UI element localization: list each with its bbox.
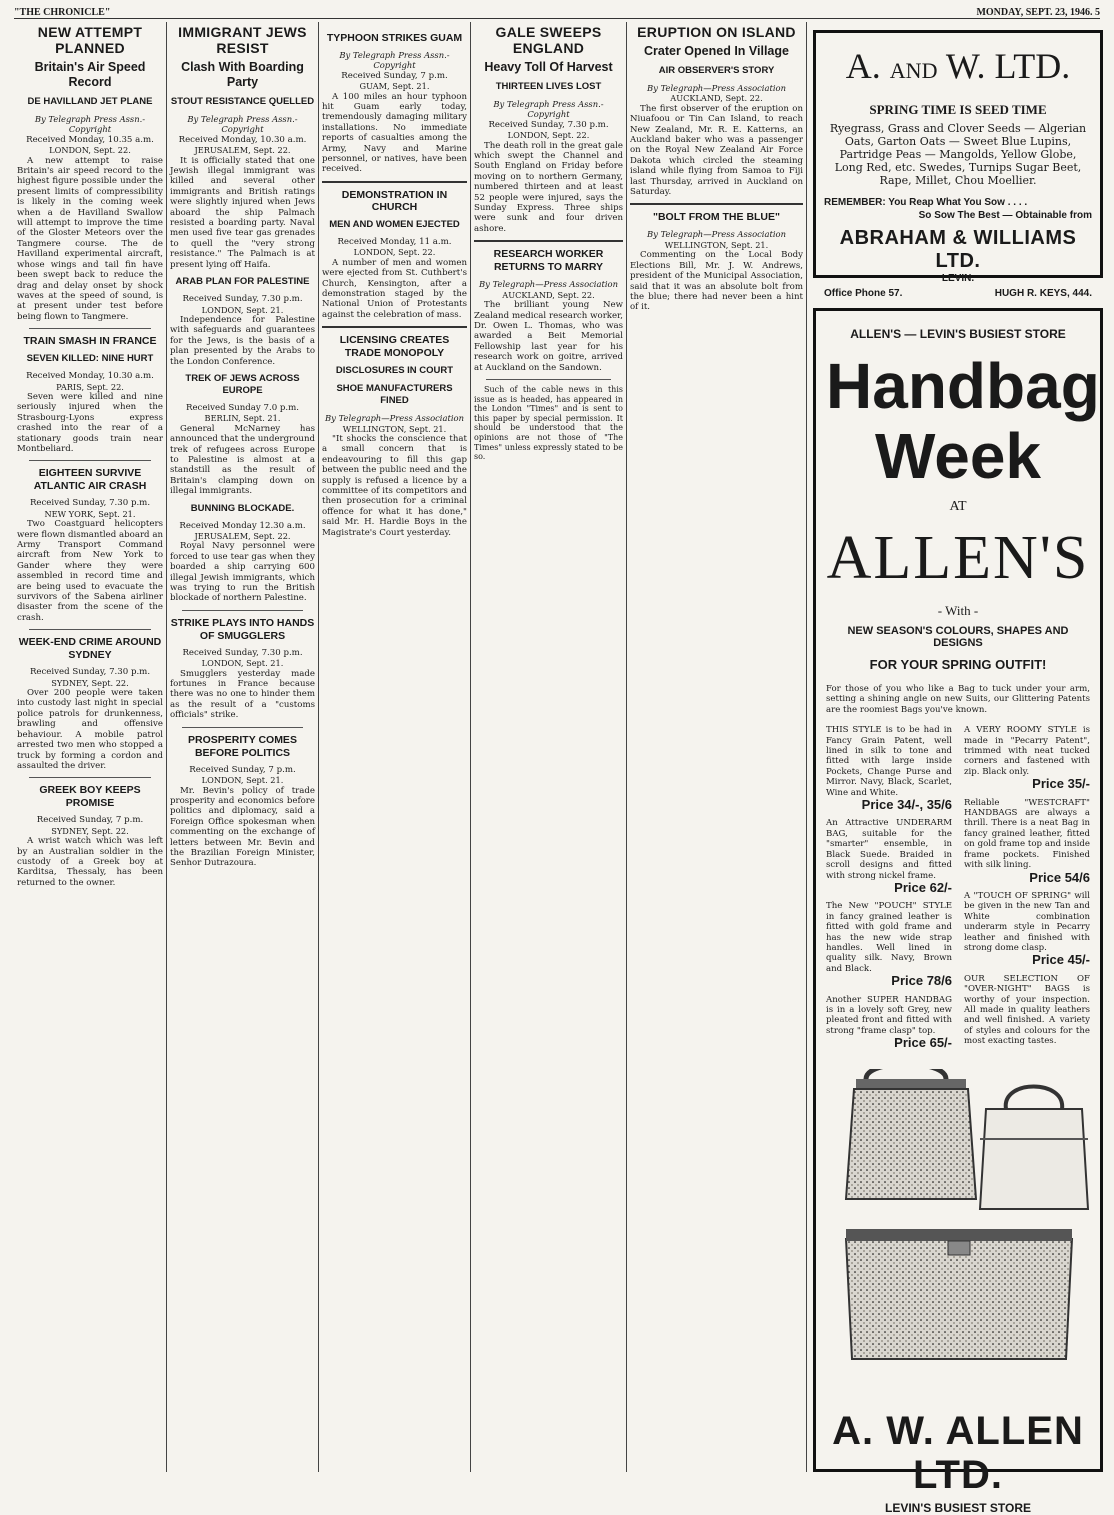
article-immigrant-jews (170, 24, 315, 270)
date-page: MONDAY, SEPT. 23, 1946. 5 (976, 7, 1100, 18)
article-body: Over 200 people were taken into custody last night in special police patrols for drunkenness, brawling and offensive behaviour. A mobile patrol arrested two men who stopped a truck by forming a cordon and assaulted the driver. (17, 688, 163, 771)
place-line: LONDON, Sept. 22. (49, 145, 131, 156)
column-2 (167, 22, 318, 1472)
masthead (14, 4, 1100, 19)
article-body: Independence for Palestine with safeguards and guarantees for the Jews, is the basis of a plan presented by the Arabs to the London Conference. (170, 314, 315, 367)
ad-remember: REMEMBER: You Reap What You Sow . . . . (824, 197, 1028, 208)
article-arab-plan (170, 276, 315, 367)
deck: STOUT RESISTANCE QUELLED (170, 96, 315, 107)
headline: IMMIGRANT JEWS RESIST (178, 24, 307, 56)
received-line: Received Sunday, 7 p.m. (341, 70, 448, 81)
article-trek-of-jews (170, 373, 315, 497)
ad-office-phone: Office Phone 57. (824, 288, 903, 299)
ad-sow: So Sow The Best — Obtainable from (918, 210, 1092, 221)
article-body: Mr. Bevin's policy of trade prosperity and economics before politics and diplomacy, said a Foreign Office spokesman when commenting on the exchange of letters between Mr. Bevin and the Brazilian Foreign Minister, Senhor Dutrazoura. (170, 785, 315, 869)
received-line: Received Sunday, 7 p.m. (189, 764, 296, 775)
place-line: WELLINGTON, Sept. 21. (342, 423, 447, 434)
place-line: BERLIN, Sept. 21. (204, 413, 281, 424)
article-body: A wrist watch which was left by an Australian soldier in the custody of a Greek boy at Karditsa, Thessaly, has been returned to the owner. (17, 836, 163, 888)
article-blockade (170, 503, 315, 604)
paper-name: "THE CHRONICLE" (14, 7, 111, 18)
ad-footer-firm: A. W. ALLEN LTD. (832, 1408, 1084, 1497)
place-line: SYDNEY, Sept. 22. (51, 677, 129, 688)
headline: TRAIN SMASH IN FRANCE (23, 335, 157, 348)
ad-spring-outfit: FOR YOUR SPRING OUTFIT! (869, 657, 1047, 672)
place-line: LONDON, Sept. 21. (201, 658, 284, 669)
article-gale-england (474, 24, 623, 234)
ad-town: LEVIN. (941, 273, 975, 284)
place-line: LONDON, Sept. 22. (353, 247, 436, 258)
ad-agent: HUGH R. KEYS, 444. (994, 288, 1092, 299)
headline: TYPHOON STRIKES GUAM (326, 32, 463, 44)
ad-new-season: NEW SEASON'S COLOURS, SHAPES AND DESIGNS (847, 625, 1069, 649)
byline: By Telegraph Press Assn.-Copyright (187, 114, 298, 135)
ad-with: - With - (937, 603, 979, 618)
subheadline: Heavy Toll Of Harvest (484, 60, 613, 74)
received-line: Received Monday, 10.30 a.m. (26, 371, 154, 382)
article-body: The brilliant young New Zealand medical research worker, Dr. Owen L. Thomas, who was awarded a Beit Memorial Fellowship last year for his research work on goitre, arrived at Auckland on the Sandown. (474, 300, 623, 373)
deck: SEVEN KILLED: NINE HURT (26, 353, 154, 365)
headline: ARAB PLAN FOR PALESTINE (175, 276, 310, 288)
article-research-worker (474, 248, 623, 373)
article-greek-boy (17, 784, 163, 888)
article-church-demonstration (322, 189, 467, 320)
received-line: Received Sunday, 7.30 p.m. (182, 294, 303, 305)
headline: EIGHTEEN SURVIVE ATLANTIC AIR CRASH (33, 467, 147, 493)
deck: AIR OBSERVER'S STORY (658, 65, 775, 76)
place-line: LONDON, Sept. 21. (201, 775, 284, 786)
ad-at: AT (949, 499, 967, 514)
ad-intro: For those of you who like a Bag to tuck under your arm, setting a shining angle on new Suits, our Glittering Patents are the roomiest Bags you've known. (826, 684, 1090, 715)
ad-handbag: Handbag (826, 350, 1100, 422)
deck: THIRTEEN LIVES LOST (495, 81, 602, 92)
headline: GALE SWEEPS ENGLAND (495, 24, 602, 56)
byline: By Telegraph—Press Association (479, 279, 618, 290)
place-line: AUCKLAND, Sept. 22. (502, 289, 595, 300)
article-body: Commenting on the Local Body Elections Bill, Mr. J. W. Andrews, president of the Municipal Association, said that it was an absolute bolt from the blue; there had never been a hint of it. (630, 250, 803, 313)
article-body: Smugglers yesterday made fortunes in France because there was no one to hinder them as the result of a "customs officials" strike. (170, 668, 315, 721)
column-3 (319, 22, 470, 1472)
article-body: A new attempt to raise Britain's air speed record to the highest figure possible under the present limits of compressibility is likely in the coming week when a de Havilland Swallow will attempt to improve the time of the Gloster Meteors over the Tangmere course. The de Havilland experimental aircraft, whose wings and tail fin have been swept back to reduce the drag and delay onset by shock waves at the speed of sound, is at present under test before being flown to Tangmere. (17, 155, 163, 322)
headline: BUNNING BLOCKADE. (190, 502, 295, 514)
ad-brand: A. AND W. LTD. (845, 46, 1071, 86)
article-body: The death roll in the great gale which swept the Channel and South England on Friday before moving on to northern Germany, numbered thirteen and at least 52 people were injured, says the Sunday Express. Three ships were sunk and four driven ashore. (474, 140, 623, 234)
ad-footer-store: LEVIN'S BUSIEST STORE (885, 1500, 1031, 1515)
headline: "BOLT FROM THE BLUE" (653, 211, 780, 224)
place-line: WELLINGTON, Sept. 21. (664, 239, 769, 250)
place-line: SYDNEY, Sept. 22. (51, 825, 129, 836)
headline: PROSPERITY COMES BEFORE POLITICS (188, 733, 297, 759)
ad-item: A "TOUCH OF SPRING" will be given in the new Tan and White combination underarm style in Pecarry leather and finished with strong dome clasp. Price 45/- (964, 890, 1090, 968)
article-body: Two Coastguard helicopters were flown dismantled aboard an Army Transport Command aircraft from New York to Gander where they were assembled in record time and are being used to evacuate the survivors of the Sabena airliner disaster from the scene of the crash. (17, 519, 163, 623)
byline: By Telegraph Press Assn.-Copyright (493, 99, 604, 120)
article-prosperity (170, 734, 315, 869)
place-line: NEW YORK, Sept. 21. (44, 508, 136, 519)
times-note: Such of the cable news in this issue as is headed, has appeared in the London "Times" and is sent to this paper by special permission. It should be understood that the opinions are not those of "The Times" unless expressly stated to be so. (474, 384, 623, 462)
byline: By Telegraph Press Assn.-Copyright (339, 50, 450, 71)
handbag-icon (826, 1069, 1092, 1389)
received-line: Received Monday, 10.30 a.m. (178, 134, 307, 145)
headline: RESEARCH WORKER RETURNS TO MARRY (493, 248, 604, 274)
received-line: Received Sunday, 7.30 p.m. (29, 667, 151, 678)
article-body: It is officially stated that one Jewish illegal immigrant was killed and several other immigrants and British ratings were slightly injured when Jews aboard the ship Palmach resisted a boarding party. Naval men used five tear gas grenades to quell the "very strong resistance." The Palmach is at present lying off Haifa. (170, 155, 315, 270)
headline: DEMONSTRATION IN CHURCH (341, 188, 448, 213)
place-line: AUCKLAND, Sept. 22. (670, 93, 763, 104)
subheadline: Britain's Air Speed Record (34, 60, 146, 89)
article-licensing-monopoly (322, 334, 467, 538)
deck: DE HAVILLAND JET PLANE (27, 96, 153, 107)
article-smugglers (170, 617, 315, 721)
received-line: Received Sunday, 7 p.m. (36, 815, 144, 826)
article-sydney-crime (17, 636, 163, 771)
received-line: Received Sunday, 7.30 p.m. (29, 498, 151, 509)
article-body: Royal Navy personnel were forced to use tear gas when they boarded a ship carrying 600 illegal Jewish immigrants, which was trying to run the British blockade of northern Palestine. (170, 541, 315, 604)
subheadline: Crater Opened In Village (644, 44, 789, 58)
ad-items-left (826, 725, 952, 1056)
subheadline: Clash With Boarding Party (181, 60, 304, 89)
article-body: Seven were killed and nine seriously injured when the Strasbourg-Lyons express crashed into the rear of a stationary goods train near Montbeliard. (17, 391, 163, 454)
headline: LICENSING CREATES TRADE MONOPOLY (339, 334, 450, 360)
article-body: The first observer of the eruption on Niuafoou or Tin Can Island, to reach New Zealand, Mr. R. E. Katterns, an Auckland baker who was a passenger on the Royal New Zealand Air Force Dakota which circled the steaming island while flying from Samoa to Fiji last Thursday, arrived in Auckland on Saturday. (630, 103, 803, 198)
headline: GREEK BOY KEEPS PROMISE (39, 784, 141, 810)
article-eruption (630, 24, 803, 197)
ad-item: OUR SELECTION OF "OVER-NIGHT" BAGS is worthy of your inspection. All made in quality leathers and well finished. A variety of styles and colours for the most exacting tastes. (964, 973, 1090, 1047)
column-4 (471, 22, 626, 1472)
ad-week: Week (874, 420, 1042, 492)
ad-allens-handbag-week (813, 308, 1103, 1515)
headline: TREK OF JEWS ACROSS EUROPE (185, 372, 300, 396)
ad-item: Another SUPER HANDBAG is in a lovely soft Grey, new pleated front and fitted with strong "frame clasp" top. Price 65/- (826, 994, 952, 1051)
article-air-speed-record (17, 24, 163, 322)
ad-item: THIS STYLE is to be had in Fancy Grain Patent, well lined in silk to tone and fitted with large inside Pockets, Change Purse and Mirror. Navy, Black, Scarlet, Wine and White. Price 34/-, 35/6 (826, 725, 952, 813)
place-line: PARIS, Sept. 22. (56, 381, 124, 392)
byline: By Telegraph—Press Association (647, 83, 786, 93)
received-line: Received Sunday, 7.30 p.m. (182, 647, 303, 658)
place-line: LONDON, Sept. 21. (201, 304, 284, 315)
ad-a-and-w (813, 30, 1103, 299)
place-line: JERUSALEM, Sept. 22. (194, 145, 291, 156)
received-line: Received Sunday, 7.30 p.m. (488, 119, 609, 130)
byline: By Telegraph—Press Association (325, 413, 464, 424)
received-line: Received Monday 12.30 a.m. (179, 520, 306, 531)
ad-slogan: SPRING TIME IS SEED TIME (869, 102, 1047, 117)
headline: ERUPTION ON ISLAND (637, 24, 796, 40)
ad-store-banner: ALLEN'S — LEVIN'S BUSIEST STORE (850, 327, 1066, 341)
byline: By Telegraph Press Assn.-Copyright (34, 114, 146, 135)
article-typhoon-guam (322, 32, 467, 175)
ad-allens: ALLEN'S (826, 524, 1090, 592)
headline: NEW ATTEMPT PLANNED (37, 24, 143, 56)
received-line: Received Monday, 10.35 a.m. (26, 134, 154, 145)
ad-item: Reliable "WESTCRAFT" HANDBAGS are always a thrill. There is a neat Bag in fancy grained leather, fitted on gold frame top and inside frame pockets. Finished with silk lining. Price 54/6 (964, 797, 1090, 885)
column-1 (14, 22, 166, 1472)
ad-firm-name: ABRAHAM & WILLIAMS LTD. (839, 227, 1077, 272)
received-line: Received Sunday 7.0 p.m. (185, 402, 300, 413)
ad-item: A VERY ROOMY STYLE is made in "Pecarry Patent", trimmed with neat tucked corners and fastened with zip. Black only. Price 35/- (964, 725, 1090, 792)
ad-seed-list: Ryegrass, Grass and Clover Seeds — Algerian Oats, Garton Oats — Sweet Blue Lupins, Partridge Peas — Mangolds, Yellow Globe, Long Red, etc. Swedes, Turnips Sugar Beet, Rape, Millet, Chou Moellier. (829, 122, 1087, 187)
column-5 (627, 22, 806, 1472)
article-body: General McNarney has announced that the underground trek of refugees across Europe to Palestine is almost at a standstill as the result of Britain's clamping down on illegal immigrants. (170, 423, 315, 497)
place-line: LONDON, Sept. 22. (507, 130, 590, 141)
ad-items-right (964, 725, 1090, 1056)
article-body: A number of men and women were ejected from St. Cuthbert's Church, Kensington, after a demonstration staged by the National Union of Protestants against the celebration of mass. (322, 257, 467, 320)
handbag-illustration (826, 1069, 1090, 1399)
deck: SHOE MANUFACTURERS FINED (336, 383, 453, 407)
received-line: Received Monday, 11 a.m. (337, 236, 452, 247)
headline: STRIKE PLAYS INTO HANDS OF SMUGGLERS (170, 616, 315, 642)
place-line: JERUSALEM, Sept. 22. (194, 531, 291, 541)
headline: WEEK-END CRIME AROUND SYDNEY (18, 636, 162, 662)
article-bolt-from-blue (630, 211, 803, 312)
article-body: "It shocks the conscience that a small concern that is endeavouring to fill this gap between the public need and the supply is refused a licence by a committee of its competitors and then prosecution for a criminal offence for what it has done," said Mr. H. Hardie Boys in the Magistrate's Court yesterday. (322, 433, 467, 538)
article-train-smash (17, 335, 163, 454)
deck: DISCLOSURES IN COURT (335, 365, 454, 377)
ad-item: The New "POUCH" STYLE in fancy grained leather is fitted with gold frame and has the new wide strap handles. Well lined in quality silk. Navy, Brown and Black. Price 78/6 (826, 901, 952, 989)
place-line: GUAM, Sept. 21. (359, 81, 430, 92)
column-rule (806, 22, 807, 1472)
byline: By Telegraph—Press Association (647, 229, 786, 240)
article-atlantic-crash (17, 467, 163, 623)
article-body: A 100 miles an hour typhoon hit Guam early today, tremendously damaging military installations. No immediate reports of casualties among the Army, Navy and Marine personnel, or natives, have been received. (322, 91, 467, 175)
ad-item: An Attractive UNDERARM BAG, suitable for the "smarter" ensemble, in Black Suede. Braided in scroll designs and fitted with strong nickel frame. Price 62/- (826, 818, 952, 895)
deck: MEN AND WOMEN EJECTED (329, 218, 460, 230)
